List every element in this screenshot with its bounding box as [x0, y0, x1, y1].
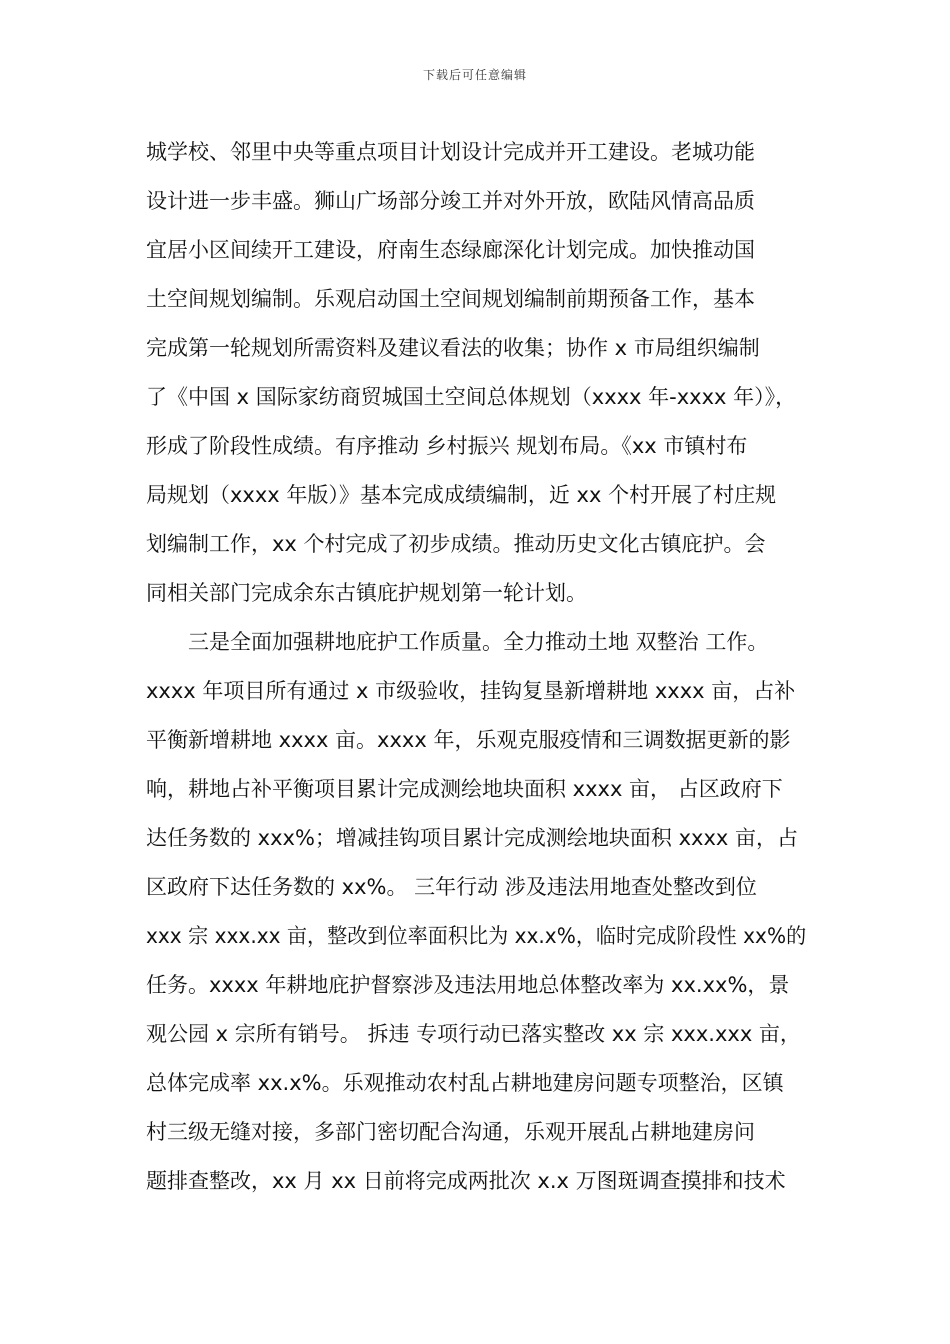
body-line: xxx 宗 xxx.xx 亩，整改到位率面积比为 xx.x%，临时完成阶段性 xx%的: [146, 924, 807, 948]
body-line: 设计进一步丰盛。狮山广场部分竣工并对外开放，欧陆风情高品质: [146, 189, 755, 213]
body-line: 划编制工作，xx 个村完成了初步成绩。推动历史文化古镇庇护。会: [146, 532, 766, 556]
page-header: 下载后可任意编辑: [422, 68, 527, 82]
body-line: 宜居小区间续开工建设，府南生态绿廊深化计划完成。加快推动国: [146, 238, 755, 262]
body-line: 形成了阶段性成绩。有序推动 乡村振兴 规划布局。《xx 市镇村布: [146, 434, 748, 458]
body-line: 局规划（xxxx 年版）》基本完成成绩编制，近 xx 个村开展了村庄规: [146, 483, 777, 507]
body-line: 平衡新增耕地 xxxx 亩。xxxx 年，乐观克服疫情和三调数据更新的影: [146, 728, 791, 752]
body-line: 村三级无缝对接，多部门密切配合沟通，乐观开展乱占耕地建房问: [146, 1120, 755, 1144]
body-line: 总体完成率 xx.x%。乐观推动农村乱占耕地建房问题专项整治，区镇: [146, 1071, 784, 1095]
body-line: 完成第一轮规划所需资料及建议看法的收集；协作 x 市局组织编制: [146, 336, 760, 360]
body-line: 达任务数的 xxx%；增减挂钩项目累计完成测绘地块面积 xxxx 亩，占: [146, 826, 798, 850]
body-line: 观公园 x 宗所有销号。 拆违 专项行动已落实整改 xx 宗 xxx.xxx 亩，: [146, 1022, 801, 1046]
body-line: 响，耕地占补平衡项目累计完成测绘地块面积 xxxx 亩， 占区政府下: [146, 777, 783, 801]
body-line: 同相关部门完成余东古镇庇护规划第一轮计划。: [146, 581, 587, 605]
body-line: 土空间规划编制。乐观启动国土空间规划编制前期预备工作，基本: [146, 287, 755, 311]
body-line: 区政府下达任务数的 xx%。 三年行动 涉及违法用地查处整改到位: [146, 875, 757, 899]
body-line: 题排查整改，xx 月 xx 日前将完成两批次 x.x 万图斑调查摸排和技术: [146, 1169, 786, 1193]
paragraph-first-line: 三是全面加强耕地庇护工作质量。全力推动土地 双整治 工作。: [188, 630, 769, 654]
body-line: 城学校、邻里中央等重点项目计划设计完成并开工建设。老城功能: [146, 140, 755, 164]
body-line: 了《中国 x 国际家纺商贸城国土空间总体规划（xxxx 年-xxxx 年）》，: [146, 385, 797, 409]
body-line: 任务。xxxx 年耕地庇护督察涉及违法用地总体整改率为 xx.xx%，景: [146, 973, 790, 997]
body-line: xxxx 年项目所有通过 x 市级验收，挂钩复垦新增耕地 xxxx 亩，占补: [146, 679, 796, 703]
